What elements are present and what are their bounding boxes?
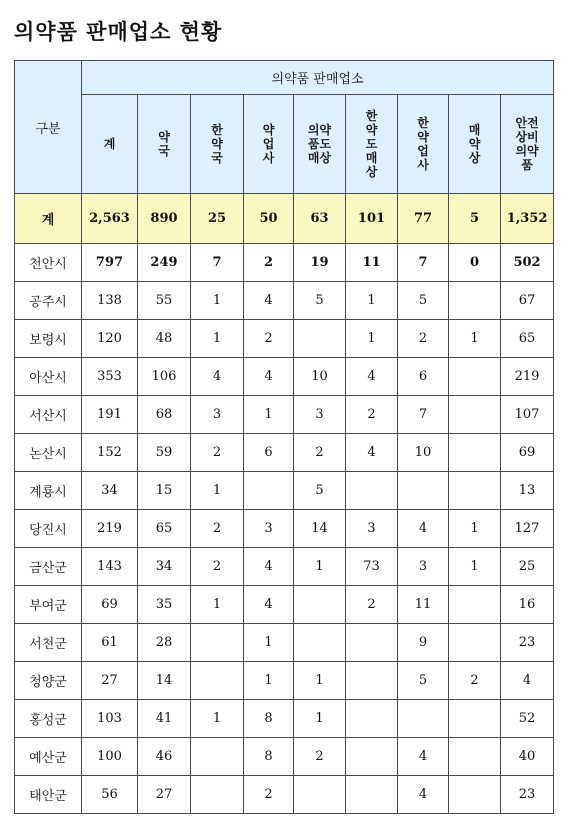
table-cell: 107 [501, 396, 554, 434]
table-cell: 68 [138, 396, 191, 434]
table-cell: 7 [398, 244, 449, 282]
table-cell: 4 [191, 358, 244, 396]
table-cell [449, 776, 501, 814]
table-cell: 219 [501, 358, 554, 396]
table-row [15, 624, 554, 662]
table-cell: 2 [244, 320, 294, 358]
table-row [15, 194, 554, 244]
table-cell [449, 282, 501, 320]
table-cell [346, 776, 398, 814]
table-cell [244, 472, 294, 510]
column-header-label: 한약국 [211, 122, 223, 165]
column-header-label: 한약업사 [417, 115, 429, 172]
row-label: 금산군 [15, 548, 82, 586]
column-header-label: 안전상비의약품 [515, 115, 539, 172]
table-cell [449, 586, 501, 624]
table-cell: 9 [398, 624, 449, 662]
table-cell [449, 396, 501, 434]
table-cell: 8 [244, 700, 294, 738]
column-header [398, 95, 449, 194]
table-row [15, 320, 554, 358]
table-cell: 5 [398, 282, 449, 320]
table-cell: 27 [82, 662, 138, 700]
table-cell [191, 738, 244, 776]
table-row [15, 738, 554, 776]
table-cell: 100 [82, 738, 138, 776]
table-cell: 191 [82, 396, 138, 434]
table-cell: 2 [244, 244, 294, 282]
table-cell: 69 [82, 586, 138, 624]
row-label: 서천군 [15, 624, 82, 662]
table-cell: 1 [294, 548, 346, 586]
table-cell [294, 624, 346, 662]
table-row [15, 776, 554, 814]
table-cell: 8 [244, 738, 294, 776]
row-label: 서산시 [15, 396, 82, 434]
table-cell: 15 [138, 472, 191, 510]
table-cell: 48 [138, 320, 191, 358]
table-cell: 1 [191, 320, 244, 358]
row-label: 태안군 [15, 776, 82, 814]
table-cell: 28 [138, 624, 191, 662]
table-cell [346, 700, 398, 738]
table-cell: 106 [138, 358, 191, 396]
table-cell: 4 [244, 358, 294, 396]
table-cell: 4 [398, 510, 449, 548]
pharmacy-table [14, 60, 554, 814]
column-header [244, 95, 294, 194]
column-header [501, 95, 554, 194]
table-cell: 11 [346, 244, 398, 282]
table-cell: 4 [398, 738, 449, 776]
table-cell [191, 662, 244, 700]
table-row [15, 586, 554, 624]
row-label: 예산군 [15, 738, 82, 776]
table-cell [346, 624, 398, 662]
column-header-label: 약국 [158, 129, 170, 158]
table-cell: 4 [244, 282, 294, 320]
table-cell: 61 [82, 624, 138, 662]
table-cell: 59 [138, 434, 191, 472]
table-cell: 2 [449, 662, 501, 700]
table-cell [449, 738, 501, 776]
table-row [15, 662, 554, 700]
column-header-label: 한약도매상 [365, 108, 378, 179]
row-label: 천안시 [15, 244, 82, 282]
table-cell: 3 [294, 396, 346, 434]
table-cell: 4 [501, 662, 554, 700]
table-cell: 35 [138, 586, 191, 624]
table-cell: 1 [294, 662, 346, 700]
column-header [82, 95, 138, 194]
table-row [15, 282, 554, 320]
table-cell: 138 [82, 282, 138, 320]
table-cell: 63 [294, 194, 346, 244]
table-cell: 10 [294, 358, 346, 396]
table-cell: 11 [398, 586, 449, 624]
table-cell [398, 700, 449, 738]
table-cell: 69 [501, 434, 554, 472]
row-label: 보령시 [15, 320, 82, 358]
table-cell: 5 [398, 662, 449, 700]
table-cell: 10 [398, 434, 449, 472]
table-cell: 34 [82, 472, 138, 510]
table-cell: 34 [138, 548, 191, 586]
table-cell [398, 472, 449, 510]
column-header-label: 약업사 [262, 122, 275, 165]
column-header [449, 95, 501, 194]
table-cell: 249 [138, 244, 191, 282]
table-row [15, 396, 554, 434]
table-cell: 143 [82, 548, 138, 586]
table-cell: 5 [294, 282, 346, 320]
table-cell: 14 [138, 662, 191, 700]
table-cell: 4 [244, 548, 294, 586]
table-cell: 890 [138, 194, 191, 244]
table-body [15, 194, 554, 814]
table-cell: 1 [244, 662, 294, 700]
group-header: 의약품 판매업소 [82, 61, 554, 95]
table-cell: 25 [191, 194, 244, 244]
table-cell: 1 [449, 320, 501, 358]
table-row [15, 548, 554, 586]
table-row [15, 244, 554, 282]
table-cell: 353 [82, 358, 138, 396]
row-label: 계룡시 [15, 472, 82, 510]
table-cell: 2 [191, 548, 244, 586]
table-row [15, 434, 554, 472]
table-cell: 1 [244, 624, 294, 662]
table-cell: 127 [501, 510, 554, 548]
table-cell: 1 [244, 396, 294, 434]
table-cell: 1 [449, 510, 501, 548]
table-cell: 46 [138, 738, 191, 776]
table-cell: 1 [294, 700, 346, 738]
table-cell: 50 [244, 194, 294, 244]
table-cell: 4 [398, 776, 449, 814]
column-header-label: 계 [103, 136, 116, 151]
table-cell: 1 [191, 282, 244, 320]
table-cell: 65 [138, 510, 191, 548]
row-label: 부여군 [15, 586, 82, 624]
table-cell [449, 624, 501, 662]
table-cell: 4 [346, 358, 398, 396]
table-cell: 65 [501, 320, 554, 358]
table-cell [346, 472, 398, 510]
table-cell: 7 [398, 396, 449, 434]
table-cell: 103 [82, 700, 138, 738]
column-header-label: 매약상 [468, 122, 481, 165]
table-cell: 73 [346, 548, 398, 586]
row-label: 공주시 [15, 282, 82, 320]
table-cell: 1 [191, 700, 244, 738]
table-cell: 2,563 [82, 194, 138, 244]
table-row [15, 700, 554, 738]
table-cell: 1 [346, 282, 398, 320]
table-cell: 52 [501, 700, 554, 738]
table-cell: 5 [294, 472, 346, 510]
table-cell [294, 320, 346, 358]
table-cell: 502 [501, 244, 554, 282]
column-header [294, 95, 346, 194]
table-cell: 219 [82, 510, 138, 548]
table-row [15, 358, 554, 396]
table-cell: 797 [82, 244, 138, 282]
table-cell: 3 [244, 510, 294, 548]
table-cell: 40 [501, 738, 554, 776]
row-label: 아산시 [15, 358, 82, 396]
table-cell: 7 [191, 244, 244, 282]
table-cell: 1 [191, 586, 244, 624]
table-cell: 1 [346, 320, 398, 358]
table-cell [191, 624, 244, 662]
table-cell: 6 [398, 358, 449, 396]
table-cell [191, 776, 244, 814]
table-cell [449, 358, 501, 396]
table-cell: 14 [294, 510, 346, 548]
table-cell: 1 [449, 548, 501, 586]
table-cell: 1 [191, 472, 244, 510]
table-cell: 4 [346, 434, 398, 472]
table-cell [294, 586, 346, 624]
table-cell: 2 [191, 510, 244, 548]
table-cell [449, 472, 501, 510]
page-title: 의약품 판매업소 현황 [14, 20, 223, 44]
table-cell: 2 [294, 738, 346, 776]
table-cell [346, 662, 398, 700]
table-row [15, 510, 554, 548]
table-cell: 56 [82, 776, 138, 814]
table-cell: 101 [346, 194, 398, 244]
row-label: 논산시 [15, 434, 82, 472]
table-cell: 1,352 [501, 194, 554, 244]
table-cell: 19 [294, 244, 346, 282]
table-cell: 152 [82, 434, 138, 472]
table-cell: 3 [191, 396, 244, 434]
table-cell: 25 [501, 548, 554, 586]
table-cell: 6 [244, 434, 294, 472]
row-label: 당진시 [15, 510, 82, 548]
row-label: 계 [15, 194, 82, 244]
table-cell: 67 [501, 282, 554, 320]
table-cell: 55 [138, 282, 191, 320]
table-cell [346, 738, 398, 776]
column-header [138, 95, 191, 194]
column-header [191, 95, 244, 194]
column-header-row [15, 95, 554, 194]
table-cell: 16 [501, 586, 554, 624]
table-cell [449, 700, 501, 738]
row-header: 구분 [15, 61, 82, 194]
column-header-label: 의약품도매상 [307, 122, 332, 165]
table-cell: 2 [294, 434, 346, 472]
table-cell [294, 776, 346, 814]
table-cell: 27 [138, 776, 191, 814]
table-cell: 4 [244, 586, 294, 624]
column-header [346, 95, 398, 194]
table-cell: 2 [398, 320, 449, 358]
table-cell: 120 [82, 320, 138, 358]
table-cell: 2 [346, 396, 398, 434]
table-cell: 0 [449, 244, 501, 282]
table-cell: 77 [398, 194, 449, 244]
table-cell: 13 [501, 472, 554, 510]
row-label: 홍성군 [15, 700, 82, 738]
table-row [15, 472, 554, 510]
table-cell: 3 [346, 510, 398, 548]
table-cell: 5 [449, 194, 501, 244]
table-cell: 2 [191, 434, 244, 472]
row-label: 청양군 [15, 662, 82, 700]
table-cell: 23 [501, 624, 554, 662]
table-cell: 41 [138, 700, 191, 738]
table-cell: 2 [346, 586, 398, 624]
table-cell: 2 [244, 776, 294, 814]
table-cell [449, 434, 501, 472]
table-cell: 23 [501, 776, 554, 814]
table-cell: 3 [398, 548, 449, 586]
